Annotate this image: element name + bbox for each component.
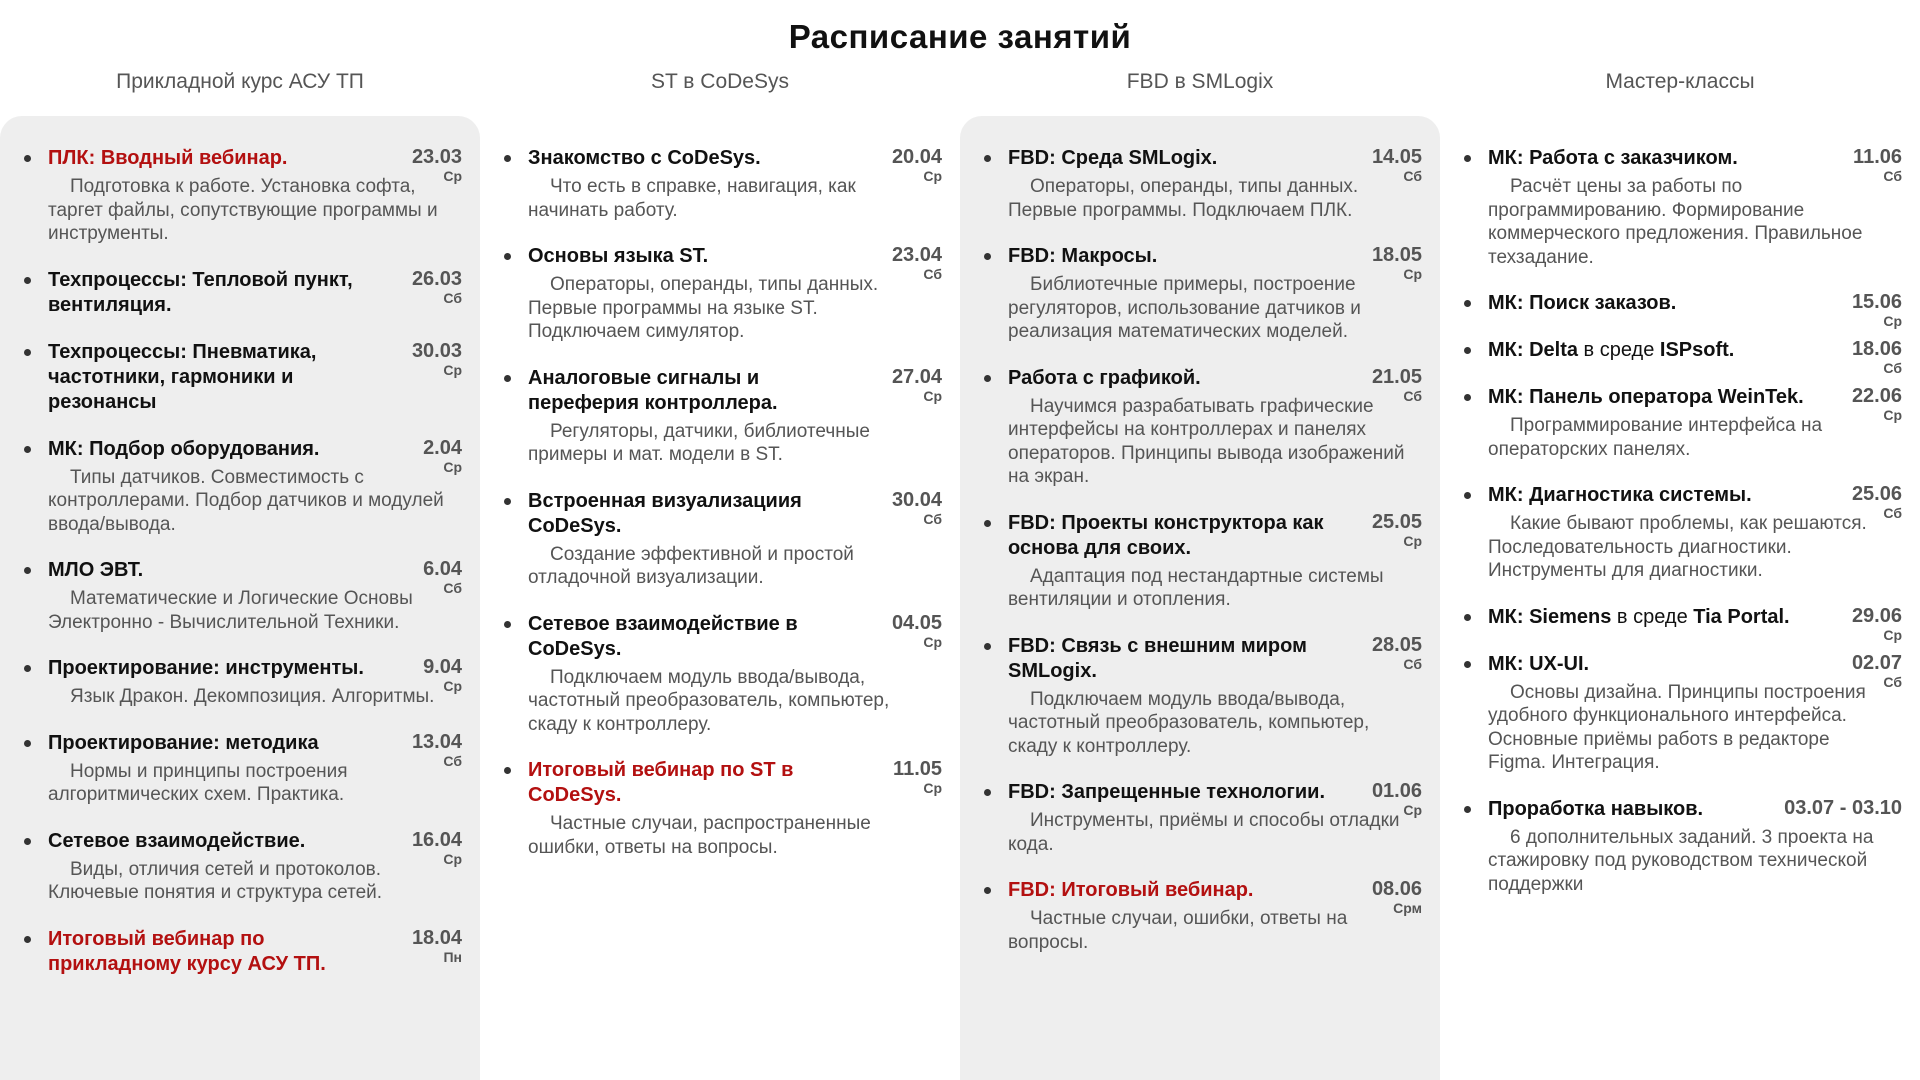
item-weekday: Сб — [1883, 673, 1902, 690]
item-date: 18.05 — [1371, 244, 1422, 266]
item-header — [48, 340, 462, 415]
date-block — [412, 927, 462, 965]
schedule-item — [1464, 797, 1902, 897]
item-title-part: Tia Portal. — [1693, 605, 1790, 628]
item-description: Подключаем модуль ввода/вывода, частотный преобразователь, компьютер, скаду к контроллеру. — [1008, 688, 1370, 757]
item-header — [1488, 338, 1902, 376]
item-weekday: Ср — [1883, 407, 1902, 423]
item-weekday: Сб — [443, 289, 462, 306]
item-date: 6.04 — [423, 558, 462, 580]
item-description: Операторы, операнды, типы данных. Первые программы на языке ST. Подключаем симулятор. — [528, 274, 879, 342]
date-block — [412, 340, 462, 378]
item-title: Основы языка ST. — [528, 245, 709, 267]
item-date: 08.06 — [1371, 878, 1422, 900]
item-weekday: Ср — [1403, 266, 1422, 282]
item-description: Подключаем модуль ввода/вывода, частотный преобразователь, компьютер, скаду к контроллеру. — [528, 666, 890, 735]
item-weekday: Сб — [1883, 168, 1902, 184]
date-block — [893, 758, 942, 796]
date-block — [412, 829, 462, 867]
item-header — [1488, 651, 1902, 690]
bullet-icon — [504, 375, 511, 382]
bullet-icon — [504, 253, 511, 260]
bullet-icon — [984, 789, 991, 796]
item-description: Какие бывают проблемы, как решаются. Последовательность диагностики. Инструменты для диагностики. — [1488, 513, 1867, 581]
item-description: Инструменты, приёмы и способы отладки кода. — [1008, 810, 1400, 855]
schedule-item — [1464, 338, 1902, 376]
item-description: Научимся разрабатывать графические интерфейсы на контроллерах и панелях операторов. Принципы вывода изображений на экран. — [1008, 395, 1405, 487]
schedule-item — [24, 731, 462, 807]
bullet-icon — [24, 567, 31, 574]
item-header — [48, 146, 462, 184]
item-weekday: Ср — [443, 168, 462, 184]
column-header-3: FBD в SMLogix — [1126, 70, 1274, 93]
item-description: Операторы, операнды, типы данных. Первые программы. Подключаем ПЛК. — [1008, 176, 1359, 221]
schedule-item — [1464, 652, 1902, 775]
item-title: Проработка навыков. — [1488, 797, 1704, 820]
item-weekday: Ср — [1883, 626, 1902, 643]
item-title: FBD: Итоговый вебинар. — [1008, 879, 1254, 901]
item-title: МК: Диагностика системы. — [1488, 484, 1752, 506]
item-header — [528, 146, 942, 184]
bullet-icon — [24, 936, 31, 943]
bullet-icon — [1464, 300, 1471, 307]
schedule-column-2 — [480, 116, 960, 1080]
item-header — [48, 558, 462, 596]
date-block — [1852, 385, 1902, 423]
date-block — [412, 731, 462, 769]
item-header — [528, 489, 942, 539]
page-title: Расписание занятий — [788, 18, 1132, 55]
item-title: FBD: Проекты конструктора как основа для своих. — [1008, 511, 1324, 559]
schedule-item — [24, 437, 462, 537]
item-weekday: Ср — [443, 678, 462, 694]
bullet-icon — [1464, 661, 1471, 668]
schedule-item — [984, 244, 1422, 344]
schedule-item — [24, 340, 462, 415]
item-date: 18.06 — [1851, 338, 1902, 360]
bullet-icon — [984, 375, 991, 382]
item-date: 29.06 — [1851, 604, 1902, 627]
item-title: Проектирование: методика — [48, 731, 319, 754]
item-header — [48, 927, 462, 977]
item-date: 30.03 — [411, 339, 462, 362]
item-date: 9.04 — [423, 656, 462, 678]
item-weekday: Ср — [1403, 532, 1422, 549]
bullet-icon — [984, 253, 991, 260]
item-header — [1488, 797, 1902, 822]
item-title-part: в среде — [1578, 339, 1660, 361]
item-date: 11.06 — [1853, 146, 1902, 168]
item-date: 16.04 — [411, 828, 462, 851]
item-title — [1488, 338, 1824, 363]
item-header — [48, 656, 462, 694]
schedule-item — [504, 758, 942, 859]
column-header-1: Прикладной курс АСУ ТП — [116, 70, 364, 93]
schedule-item — [24, 268, 462, 318]
date-block — [892, 244, 942, 282]
item-description: Язык Дракон. Декомпозиция. Алгоритмы. — [70, 686, 435, 707]
item-date: 28.05 — [1371, 633, 1422, 656]
item-title: МЛО ЭВТ. — [48, 559, 144, 581]
bullet-icon — [24, 349, 31, 356]
item-weekday: Ср — [443, 361, 462, 378]
item-description: Основы дизайна. Принципы построения удобного функционального интерфейса. Основные приёмы работs в редакторе Figma. Интеграция. — [1488, 681, 1866, 773]
item-description: Подготовка к работе. Установка софта, таргет файлы, сопутствующие программы и инструменты. — [48, 176, 438, 244]
item-title: Сетевое взаимодействие. — [48, 829, 306, 852]
date-block — [423, 656, 462, 694]
item-title — [1488, 605, 1824, 630]
item-date: 20.04 — [891, 146, 942, 168]
bullet-icon — [984, 643, 991, 650]
item-date: 21.05 — [1371, 365, 1422, 388]
item-weekday: Пн — [443, 948, 462, 965]
item-title-part: МК: Delta — [1488, 339, 1578, 361]
item-header — [528, 366, 942, 416]
schedule-item — [1464, 604, 1902, 643]
item-date: 23.03 — [411, 146, 462, 168]
bullet-icon — [1464, 394, 1471, 401]
bullet-icon — [24, 155, 31, 162]
item-description: Виды, отличия сетей и протоколов. Ключевые понятия и структура сетей. — [48, 858, 383, 903]
item-header — [1488, 483, 1902, 521]
item-weekday: Ср — [443, 458, 462, 475]
item-header — [1008, 365, 1422, 404]
item-date: 15.06 — [1851, 291, 1902, 313]
bullet-icon — [504, 621, 511, 628]
column-header-2: ST в CoDeSys — [651, 70, 789, 93]
item-weekday: Ср — [923, 780, 942, 796]
item-weekday: Срм — [1393, 900, 1422, 916]
item-date: 25.06 — [1851, 483, 1902, 505]
item-header — [1008, 878, 1422, 916]
date-block — [1784, 797, 1902, 819]
schedule-item — [504, 612, 942, 737]
item-title: Итоговый вебинар по прикладному курсу АСУ ТП. — [48, 927, 326, 975]
item-header — [528, 612, 942, 662]
bullet-icon — [1464, 492, 1471, 499]
item-description: Адаптация под нестандартные системы вентиляции и отопления. — [1008, 565, 1384, 610]
date-block — [423, 437, 462, 475]
date-block — [892, 612, 942, 650]
item-header — [528, 244, 942, 282]
item-title: Встроенная визуализациия CoDeSys. — [528, 489, 802, 537]
item-title: МК: Поиск заказов. — [1488, 292, 1677, 314]
item-title-part: в среде — [1611, 605, 1694, 628]
item-date: 13.04 — [411, 730, 462, 753]
schedule-item — [24, 656, 462, 709]
item-title: МК: UX-UI. — [1488, 652, 1590, 675]
item-date: 30.04 — [891, 488, 942, 511]
schedule-item — [504, 366, 942, 467]
schedule-item — [984, 780, 1422, 856]
bullet-icon — [1464, 155, 1471, 162]
item-title: МК: Работа с заказчиком. — [1488, 147, 1738, 169]
item-title: FBD: Связь с внешним миром SMLogix. — [1008, 634, 1307, 682]
schedule-item — [1464, 483, 1902, 583]
date-block — [1852, 291, 1902, 329]
item-header — [48, 268, 462, 318]
date-block — [1852, 605, 1902, 643]
item-description: Математические и Логические Основы Электронно - Вычислительной Техники. — [48, 588, 413, 633]
item-header — [48, 436, 462, 475]
date-block — [1372, 634, 1422, 672]
item-description: Программирование интерфейса на операторских панелях. — [1488, 415, 1823, 460]
item-header — [1488, 146, 1902, 184]
item-date: 26.03 — [411, 267, 462, 290]
bullet-icon — [24, 665, 31, 672]
item-header — [1488, 604, 1902, 643]
item-header — [1008, 244, 1422, 282]
item-date: 11.05 — [893, 758, 942, 780]
bullet-icon — [24, 740, 31, 747]
item-weekday: Сб — [1883, 505, 1902, 521]
date-block — [892, 146, 942, 184]
item-title: Работа с графикой. — [1008, 366, 1201, 389]
item-weekday: Сб — [923, 266, 942, 282]
item-date: 25.05 — [1371, 510, 1422, 533]
item-title: Итоговый вебинар по ST в CoDeSys. — [528, 759, 794, 806]
date-block — [412, 146, 462, 184]
item-title: ПЛК: Вводный вебинар. — [48, 147, 288, 169]
bullet-icon — [984, 520, 991, 527]
date-block — [1372, 146, 1422, 184]
item-header — [48, 828, 462, 867]
item-weekday: Ср — [1403, 802, 1422, 818]
date-block — [412, 268, 462, 306]
item-weekday: Ср — [923, 168, 942, 184]
bullet-icon — [504, 498, 511, 505]
item-title: Аналоговые сигналы и переферия контроллера. — [528, 366, 778, 414]
bullet-icon — [504, 767, 511, 774]
item-header — [1008, 634, 1422, 684]
schedule-column-3 — [960, 116, 1440, 1080]
schedule-item — [24, 829, 462, 905]
date-block — [1372, 780, 1422, 818]
schedule-item — [984, 511, 1422, 612]
item-weekday: Сб — [443, 752, 462, 769]
item-title: Проектирование: инструменты. — [48, 657, 364, 679]
item-header — [1008, 511, 1422, 561]
date-block — [423, 558, 462, 596]
item-weekday: Сб — [923, 510, 942, 527]
date-block — [1852, 338, 1902, 376]
item-weekday: Сб — [1403, 168, 1422, 184]
item-title: FBD: Макросы. — [1008, 245, 1158, 267]
schedule-item — [504, 146, 942, 222]
item-title: FBD: Среда SMLogix. — [1008, 147, 1218, 169]
schedule-item — [1464, 146, 1902, 269]
schedule-item — [24, 927, 462, 977]
item-description: Библиотечные примеры, построение регуляторов, использование датчиков и реализация математических моделей. — [1008, 274, 1361, 342]
schedule-column-4 — [1440, 116, 1920, 1080]
item-title: Техпроцессы: Тепловой пункт, вентиляция. — [48, 268, 353, 316]
item-title-part: ISPsoft. — [1659, 339, 1735, 361]
schedule-item — [984, 366, 1422, 489]
item-title: Знакомство с CoDeSys. — [528, 147, 761, 169]
schedule-item — [984, 146, 1422, 222]
schedule-item — [24, 558, 462, 634]
item-header — [48, 730, 462, 769]
item-date: 14.05 — [1371, 146, 1422, 168]
item-date: 01.06 — [1371, 780, 1422, 802]
item-date: 22.06 — [1851, 385, 1902, 407]
item-description: 6 дополнительных заданий. 3 проекта на стажировку под руководством технической поддержки — [1488, 826, 1874, 895]
date-block — [1372, 878, 1422, 916]
date-block — [1372, 366, 1422, 404]
item-header — [528, 758, 942, 808]
item-header — [1488, 291, 1902, 329]
item-date: 02.07 — [1851, 651, 1902, 674]
bullet-icon — [504, 155, 511, 162]
item-description: Частные случаи, распространенные ошибки, ответы на вопросы. — [528, 813, 871, 858]
schedule-item — [24, 146, 462, 246]
item-weekday: Сб — [1403, 387, 1422, 404]
schedule-item — [504, 244, 942, 344]
bullet-icon — [1464, 614, 1471, 621]
item-description: Типы датчиков. Совместимость с контроллерами. Подбор датчиков и модулей ввода/вывода. — [48, 466, 444, 535]
bullet-icon — [24, 277, 31, 284]
item-title: Сетевое взаимодействие в CoDeSys. — [528, 612, 798, 660]
bullet-icon — [1464, 347, 1471, 354]
item-date: 04.05 — [891, 611, 942, 634]
item-header — [1008, 146, 1422, 184]
item-date: 2.04 — [423, 436, 462, 459]
item-title: МК: Панель оператора WeinTek. — [1488, 386, 1804, 408]
bullet-icon — [984, 887, 991, 894]
item-title: Техпроцессы: Пневматика, частотники, гармоники и резонансы — [48, 340, 317, 413]
item-description: Нормы и принципы построения алгоритмических схем. Практика. — [48, 760, 348, 805]
schedule-item — [1464, 291, 1902, 329]
item-date: 27.04 — [891, 365, 942, 388]
item-weekday: Ср — [1883, 313, 1902, 329]
item-weekday: Ср — [923, 387, 942, 404]
date-block — [1372, 511, 1422, 549]
item-date: 23.04 — [891, 244, 942, 266]
item-date: 18.04 — [411, 926, 462, 949]
item-date: 03.07 - 03.10 — [1784, 796, 1902, 819]
item-weekday: Сб — [1883, 360, 1902, 376]
bullet-icon — [24, 838, 31, 845]
item-title: FBD: Запрещенные технологии. — [1008, 781, 1326, 803]
date-block — [1853, 146, 1902, 184]
item-title-part: МК: Siemens — [1488, 605, 1612, 628]
item-description: Частные случаи, ошибки, ответы на вопросы. — [1008, 908, 1348, 953]
date-block — [1852, 483, 1902, 521]
item-weekday: Сб — [443, 580, 462, 596]
item-weekday: Ср — [443, 850, 462, 867]
schedule-column-1 — [0, 116, 480, 1080]
item-description: Создание эффективной и простой отладочной визуализации. — [528, 543, 854, 588]
item-weekday: Ср — [923, 633, 942, 650]
item-weekday: Сб — [1403, 655, 1422, 672]
schedule-item — [1464, 385, 1902, 461]
item-description: Регуляторы, датчики, библиотечные примеры и мат. модели в ST. — [528, 420, 870, 465]
date-block — [1852, 652, 1902, 690]
item-header — [1488, 385, 1902, 423]
item-description: Расчёт цены за работы по программированию. Формирование коммерческого предложения. Правильное техзадание. — [1488, 176, 1863, 268]
schedule-item — [984, 878, 1422, 954]
item-header — [1008, 780, 1422, 818]
column-header-4: Мастер-классы — [1605, 70, 1755, 93]
date-block — [892, 366, 942, 404]
bullet-icon — [984, 155, 991, 162]
schedule-item — [984, 634, 1422, 759]
date-block — [1372, 244, 1422, 282]
item-description: Что есть в справке, навигация, как начинать работу. — [528, 176, 856, 221]
bullet-icon — [24, 446, 31, 453]
date-block — [892, 489, 942, 527]
item-title: МК: Подбор оборудования. — [48, 437, 320, 460]
schedule-item — [504, 489, 942, 590]
bullet-icon — [1464, 806, 1471, 813]
